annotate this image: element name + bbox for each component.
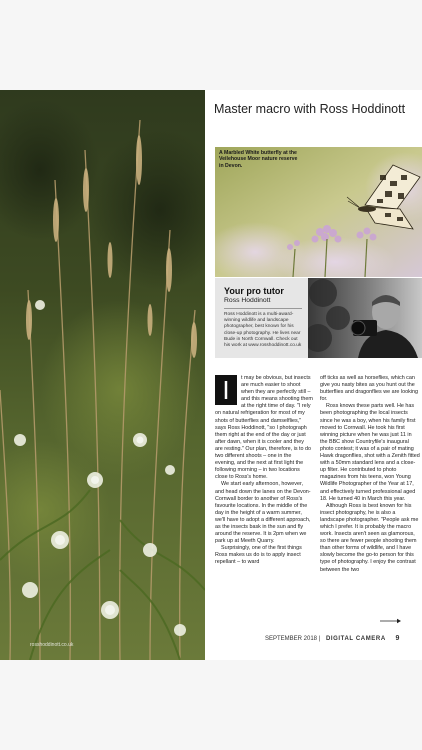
body-column-1 <box>215 375 313 567</box>
continue-arrow-icon <box>380 618 402 624</box>
magazine-brand: DIGITAL CAMERA <box>325 636 386 642</box>
paragraph: We start early afternoon, however, and head down the lanes on the Devon-Cornwall border to another of Ross's favourite locations. In the middle of the day in the height of a warm summer, we'll have to adopt a different approach, as the insects bask in the sun and fly around the reserve. It is 2pm when we park up at Meeth Quarry. <box>215 481 311 545</box>
butterfly-caption: A Marbled White butterfly at the Veilehouse Moor nature reserve in Devon. <box>219 150 298 169</box>
article-column <box>205 90 422 660</box>
grass-photo-image <box>0 90 205 660</box>
photo-credit: rosshoddinott.co.uk <box>30 642 74 648</box>
tutor-bio: Ross Hoddinott is a multi-award-winning wildlife and landscape photographer, best known for his close-up photography. He lives near Bude in North Cornwall. Check out his work at www.rosshoddinott.co.uk <box>224 312 302 349</box>
butterfly-photo <box>215 147 422 277</box>
paragraph: Ross knows these parts well. He has been photographing the local insects since he was a boy, when his family first moved to Cornwall. He took his first winning picture when he was just 11 in the BBC show Countryfile's inaugural photo contest; it was of a pair of mating Hawk dragonflies, shot with a Zenith fitted with a 50mm standard lens and a close-up filter. He contributed to photo magazines from his teens, won Young Wildlife Photographer of the Year at 17, and effectively turned professional aged 18. He turned 40 in March this year. <box>320 403 420 502</box>
magazine-page <box>0 90 422 660</box>
paragraph: Although Ross is best known for his insect photography, he is also a landscape photographer. "People ask me which I prefer. It is probably the macro work. Insects aren't seen as glamorous, so there are fewer people shooting them than other forms of wildlife, and I have slowly become the go-to person for this type of photography. I enjoy the contrast between the two <box>320 502 419 573</box>
tutor-portrait-image <box>308 278 422 358</box>
footer-divider: | <box>318 636 321 642</box>
grass-photo <box>0 90 205 660</box>
article-headline: Master macro with Ross Hoddinott <box>214 102 406 116</box>
paragraph: Surprisingly, one of the first things Ross makes us do is to apply insect repellant – to ward <box>215 545 302 566</box>
tutor-title: Your pro tutor <box>224 286 284 296</box>
paragraph: off ticks as well as horseflies, which can give you nasty bites as you hunt out the butterflies and dragonflies we are looking for. <box>320 375 418 403</box>
tutor-box <box>215 278 308 358</box>
dropcap: I <box>215 375 237 405</box>
tutor-divider <box>224 308 302 309</box>
body-column-2 <box>320 375 420 574</box>
page-number: 9 <box>395 635 400 642</box>
issue-date: SEPTEMBER 2018 <box>265 636 318 642</box>
paragraph: t may be obvious, but insects are much easier to shoot when they are perfectly still – and this means shooting them at the right time of day. "I rely on natural refrigeration for most of my shots of butterflies and damselflies," says Ross Hoddinott, "so I photograph them right at the end of the day or just after dawn, when it is cooler and they are resting." Our plan, therefore, is to do two different shoots – one in the evening, and the next at first light the following morning – in two locations close to Ross's home. <box>215 375 313 481</box>
page-footer <box>265 635 399 642</box>
tutor-portrait <box>308 278 422 358</box>
tutor-name: Ross Hoddinott <box>224 297 271 304</box>
